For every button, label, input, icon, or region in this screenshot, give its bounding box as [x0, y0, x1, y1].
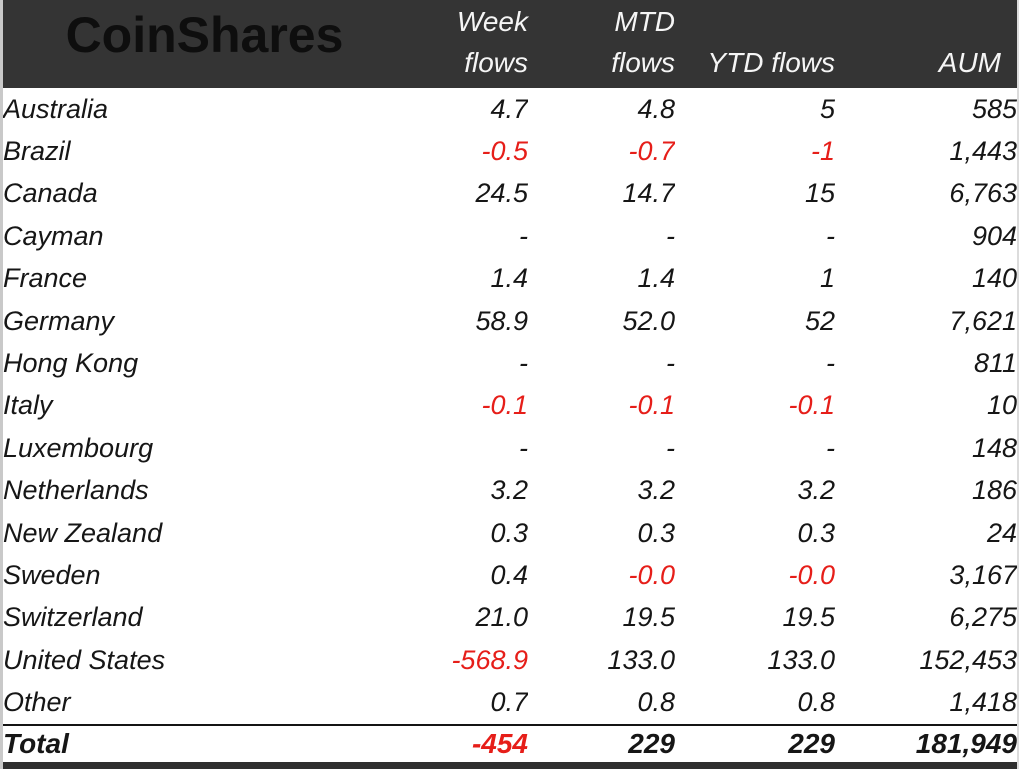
total-label-cell: Total — [3, 725, 358, 762]
header-mtd-line1: MTD — [614, 6, 675, 37]
header-mtd-flows — [528, 0, 675, 88]
aum-cell: 186 — [971, 475, 1017, 506]
week-cell: 24.5 — [475, 178, 528, 209]
week-cell: - — [519, 432, 528, 463]
country-cell: Cayman — [3, 220, 104, 251]
header-brand-cell — [3, 0, 358, 88]
table-row — [3, 639, 1017, 681]
aum-cell: 904 — [971, 220, 1017, 251]
aum-cell: 1,418 — [949, 687, 1017, 718]
country-cell: Italy — [3, 390, 53, 421]
table-row — [3, 385, 1017, 427]
table-row — [3, 597, 1017, 639]
mtd-cell: - — [666, 432, 675, 463]
ytd-cell: - — [826, 432, 835, 463]
mtd-cell: 52.0 — [622, 305, 675, 336]
header-week-flows — [358, 0, 528, 88]
coinshares-logo: CoinShares — [65, 7, 344, 63]
mtd-cell: -0.0 — [628, 559, 675, 590]
aum-cell: 148 — [971, 432, 1017, 463]
ytd-cell: - — [826, 220, 835, 251]
mtd-cell: 0.3 — [637, 517, 675, 548]
aum-cell: 6,763 — [949, 178, 1017, 209]
mtd-cell: 4.8 — [637, 93, 675, 124]
table-row — [3, 258, 1017, 300]
table-row — [3, 427, 1017, 469]
table-row — [3, 173, 1017, 215]
total-week-cell: -454 — [358, 725, 528, 762]
ytd-cell: -0.1 — [788, 390, 835, 421]
country-cell: Sweden — [3, 559, 101, 590]
header-aum-label: AUM — [938, 47, 1001, 78]
mtd-cell: -0.1 — [628, 390, 675, 421]
country-cell: United States — [3, 644, 166, 675]
total-mtd-cell: 229 — [528, 725, 675, 762]
mtd-cell: - — [666, 348, 675, 379]
week-cell: 58.9 — [475, 305, 528, 336]
week-cell: 0.3 — [490, 517, 528, 548]
aum-cell: 585 — [971, 93, 1017, 124]
table-row — [3, 300, 1017, 342]
ytd-cell: -0.0 — [788, 559, 835, 590]
country-cell: Australia — [3, 93, 109, 124]
ytd-cell: - — [826, 348, 835, 379]
country-cell: Switzerland — [3, 602, 143, 633]
mtd-cell: - — [666, 220, 675, 251]
flows-table — [3, 88, 1017, 762]
total-ytd-cell: 229 — [675, 725, 835, 762]
aum-cell: 3,167 — [949, 559, 1017, 590]
week-cell: - — [519, 348, 528, 379]
mtd-cell: 133.0 — [607, 644, 675, 675]
table-body — [3, 88, 1017, 725]
header-week-line1: Week — [456, 6, 528, 37]
mtd-cell: 19.5 — [622, 602, 675, 633]
table-row — [3, 512, 1017, 554]
ytd-cell: 0.8 — [797, 687, 835, 718]
country-cell: Other — [3, 687, 71, 718]
ytd-cell: 15 — [804, 178, 835, 209]
mtd-cell: 3.2 — [637, 475, 675, 506]
header-ytd-label: YTD flows — [707, 47, 835, 78]
week-cell: 0.4 — [490, 559, 528, 590]
table-row — [3, 88, 1017, 130]
country-cell: Netherlands — [3, 475, 149, 506]
week-cell: 3.2 — [490, 475, 528, 506]
header-mtd-line2: flows — [611, 47, 675, 78]
week-cell: -0.5 — [481, 136, 528, 167]
ytd-cell: 5 — [819, 93, 835, 124]
week-cell: 0.7 — [490, 687, 528, 718]
total-row — [3, 725, 1017, 762]
ytd-cell: 1 — [819, 263, 835, 294]
table-row — [3, 681, 1017, 724]
table-row — [3, 554, 1017, 596]
country-cell: France — [3, 263, 88, 294]
mtd-cell: 1.4 — [637, 263, 675, 294]
mtd-cell: 14.7 — [622, 178, 675, 209]
ytd-cell: 19.5 — [782, 602, 835, 633]
ytd-cell: 0.3 — [797, 517, 835, 548]
week-cell: 21.0 — [475, 602, 528, 633]
country-cell: Luxembourg — [3, 432, 154, 463]
aum-cell: 24 — [986, 517, 1017, 548]
mtd-cell: 0.8 — [637, 687, 675, 718]
ytd-cell: -1 — [810, 136, 835, 167]
header-ytd-flows — [675, 0, 835, 88]
ytd-cell: 133.0 — [767, 644, 835, 675]
table-row — [3, 130, 1017, 172]
aum-cell: 152,453 — [919, 644, 1017, 675]
bottom-bar — [3, 762, 1017, 769]
total-aum-cell: 181,949 — [835, 725, 1017, 762]
week-cell: - — [519, 220, 528, 251]
table-header — [3, 0, 1017, 88]
country-cell: Hong Kong — [3, 348, 139, 379]
aum-cell: 140 — [971, 263, 1017, 294]
table-row — [3, 470, 1017, 512]
table-row — [3, 342, 1017, 384]
aum-cell: 1,443 — [949, 136, 1017, 167]
country-cell: Brazil — [3, 136, 71, 167]
aum-cell: 6,275 — [949, 602, 1017, 633]
aum-cell: 7,621 — [949, 305, 1017, 336]
header-aum — [835, 0, 1017, 88]
country-cell: Germany — [3, 305, 115, 336]
week-cell: -568.9 — [451, 644, 528, 675]
week-cell: 4.7 — [490, 93, 528, 124]
table-row — [3, 215, 1017, 257]
header-week-line2: flows — [464, 47, 528, 78]
ytd-cell: 3.2 — [797, 475, 835, 506]
country-cell: Canada — [3, 178, 98, 209]
week-cell: 1.4 — [490, 263, 528, 294]
week-cell: -0.1 — [481, 390, 528, 421]
aum-cell: 10 — [986, 390, 1017, 421]
mtd-cell: -0.7 — [628, 136, 675, 167]
country-cell: New Zealand — [3, 517, 163, 548]
ytd-cell: 52 — [804, 305, 835, 336]
aum-cell: 811 — [973, 348, 1017, 379]
